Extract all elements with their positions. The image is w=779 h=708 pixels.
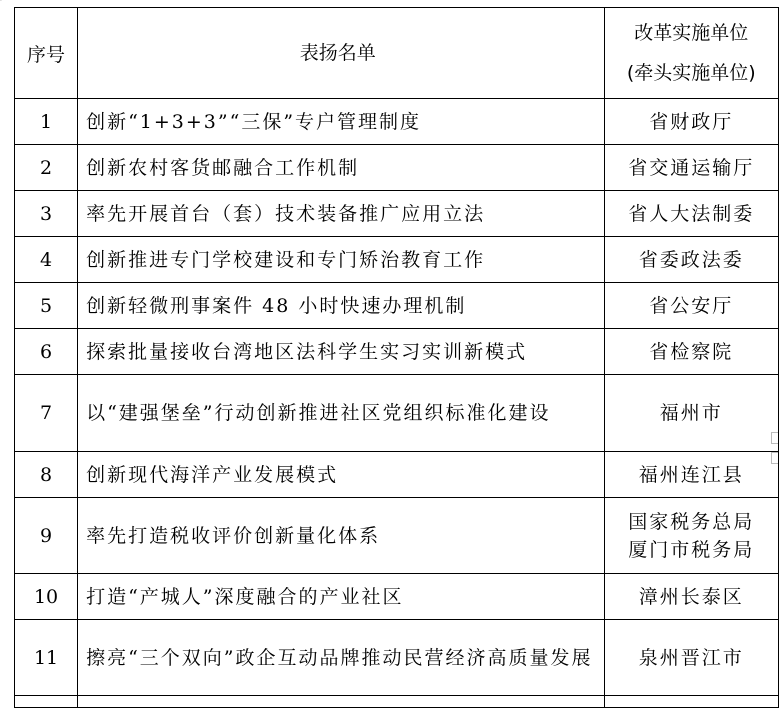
row-no: 11 [15,620,78,696]
header-unit [604,8,778,99]
row-no: 7 [15,375,78,452]
row-name: 创新“1+3+3”“三保”专户管理制度 [78,99,604,145]
row-name: 擦亮“三个双向”政企互动品牌推动民营经济高质量发展 [78,620,604,696]
row-no: 9 [15,498,78,574]
unit-line: 漳州长泰区 [638,585,744,608]
table-row-partial [15,696,779,708]
table-header-row [15,8,779,99]
unit-line: 省交通运输厅 [628,156,755,179]
row-no: 8 [15,452,78,498]
unit-line: 省公安厅 [649,294,734,317]
row-unit [604,375,778,452]
unit-line: 省检察院 [649,340,734,363]
table-row [15,498,779,574]
row-unit [604,452,778,498]
row-no: 1 [15,99,78,145]
row-name: 率先开展首台（套）技术装备推广应用立法 [78,191,604,237]
unit-line: 厦门市税务局 [628,538,755,561]
table-row [15,452,779,498]
table-row [15,620,779,696]
row-name: 创新农村客货邮融合工作机制 [78,145,604,191]
row-name: 以“建强堡垒”行动创新推进社区党组织标准化建设 [78,375,604,452]
unit-line: 泉州晋江市 [638,646,744,669]
table-row [15,99,779,145]
unit-line: 省财政厅 [649,110,734,133]
row-unit [604,283,778,329]
table-row [15,237,779,283]
row-unit [604,99,778,145]
unit-line: 福州连江县 [638,463,744,486]
table-row [15,145,779,191]
row-name: 打造“产城人”深度融合的产业社区 [78,574,604,620]
row-unit [604,191,778,237]
header-unit-line1: 改革实施单位 [634,22,749,44]
row-unit [604,620,778,696]
row-name: 创新推进专门学校建设和专门矫治教育工作 [78,237,604,283]
row-name: 创新现代海洋产业发展模式 [78,452,604,498]
row-no-empty [15,696,78,708]
unit-line: 省委政法委 [638,248,744,271]
row-no: 6 [15,329,78,375]
unit-line: 国家税务总局 [628,510,755,533]
row-no: 5 [15,283,78,329]
table-row [15,191,779,237]
page-edge-marker [771,452,778,464]
table-row [15,574,779,620]
row-name: 探索批量接收台湾地区法科学生实习实训新模式 [78,329,604,375]
row-unit [604,237,778,283]
row-no: 3 [15,191,78,237]
row-unit [604,329,778,375]
table-row [15,329,779,375]
row-no: 10 [15,574,78,620]
commendation-table [14,7,779,708]
unit-line: 福州市 [659,402,723,424]
row-name-empty [78,696,604,708]
header-name: 表扬名单 [78,8,604,99]
row-unit [604,145,778,191]
header-no: 序号 [15,8,78,99]
header-unit-line2: (牵头实施单位) [626,62,756,84]
row-no: 4 [15,237,78,283]
corner-mark: · [0,0,2,5]
row-name: 率先打造税收评价创新量化体系 [78,498,604,574]
table-row [15,283,779,329]
unit-line: 省人大法制委 [628,202,755,225]
page-edge-marker [771,432,778,444]
row-unit-empty [604,696,778,708]
row-no: 2 [15,145,78,191]
row-unit [604,574,778,620]
row-unit [604,498,778,574]
table-row [15,375,779,452]
row-name: 创新轻微刑事案件 48 小时快速办理机制 [78,283,604,329]
